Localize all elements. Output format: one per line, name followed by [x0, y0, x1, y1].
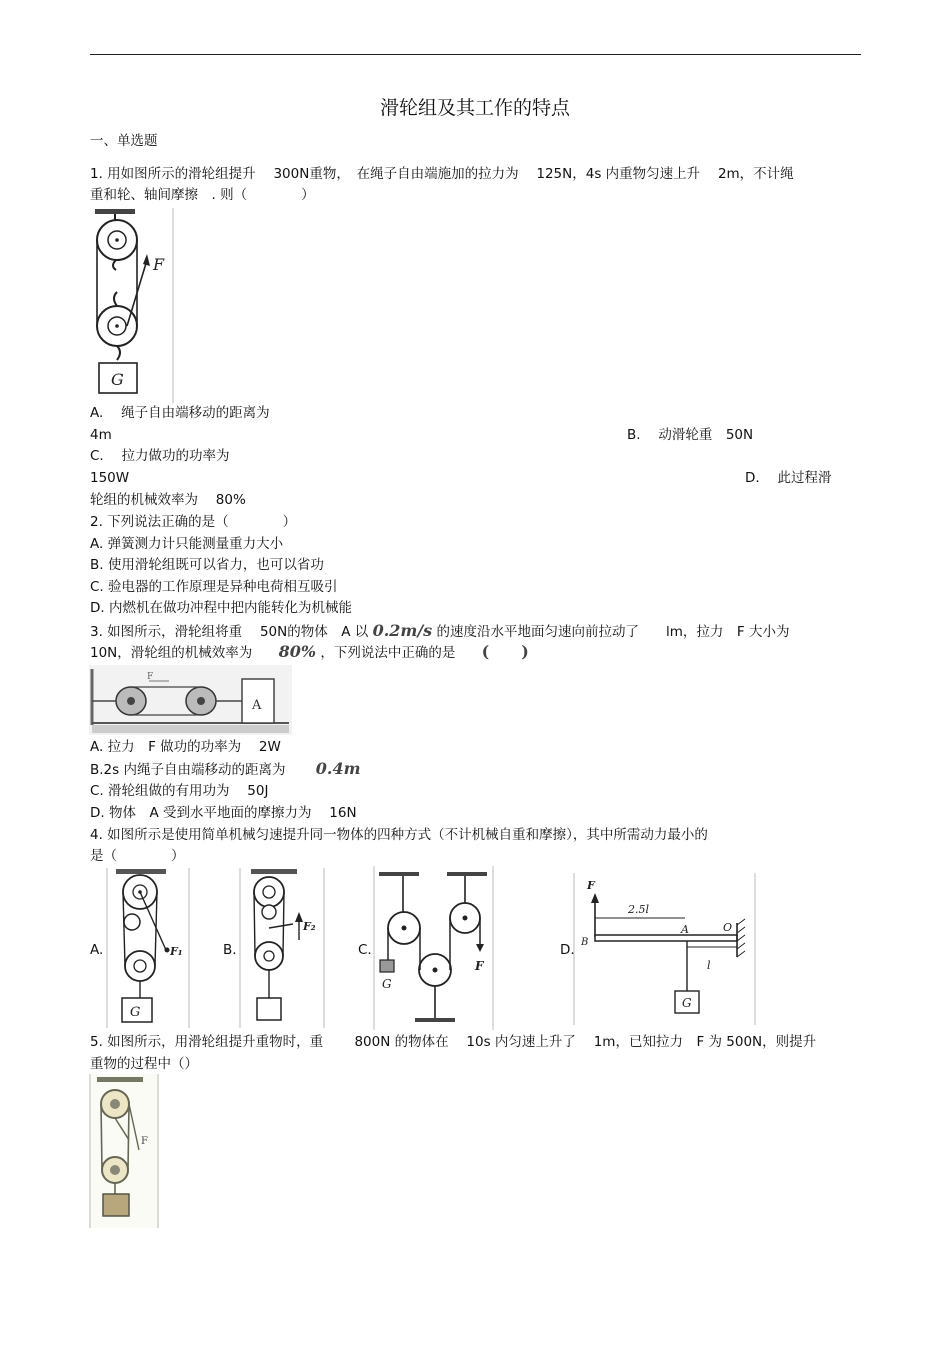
- q4-figure-c: [373, 866, 494, 1030]
- section-heading: 一、单选题: [90, 133, 158, 149]
- q4-option-d-label: D.: [560, 942, 575, 958]
- q3-option-b-text: B.2s 内绳子自由端移动的距离为: [90, 762, 286, 778]
- q3-option-b-value: 0.4m: [315, 759, 361, 778]
- q4-figure-d-point-a: A: [681, 923, 689, 936]
- q3-stem-line2-end: ，下列说法中正确的是: [320, 645, 456, 661]
- header-rule: [90, 54, 861, 55]
- q4-figure-d-lever: [573, 873, 756, 1025]
- q3-stem-line1-end: 的速度沿水平地面匀速向前拉动了 lm，拉力 F 大小为: [436, 624, 790, 640]
- q1-stem-line1: 1. 用如图所示的滑轮组提升 300N重物， 在绳子自由端施加的拉力为 125N，4s 内重物匀速上升 2m，不计绳: [90, 166, 794, 182]
- q3-option-c: C. 滑轮组做的有用功为 50J: [90, 783, 269, 799]
- q1-option-d-line2: 轮组的机械效率为 80%: [90, 492, 246, 508]
- q4-figure-d-long-arm: 2.5l: [628, 903, 650, 916]
- q3-figure-object-label: A: [252, 698, 262, 713]
- q3-stem-line2: [90, 643, 529, 662]
- q3-option-a: A. 拉力 F 做功的功率为 2W: [90, 739, 281, 755]
- q5-stem-line2: 重物的过程中（）: [90, 1056, 198, 1072]
- q4-figure-c-weight-label: G: [382, 977, 392, 991]
- q4-figure-a-force-label: F₁: [170, 945, 183, 958]
- q1-stem-line2: 重和轮、轴间摩擦 . 则（ ）: [90, 187, 315, 203]
- q3-option-b: [90, 760, 361, 779]
- q1-option-c-line1: C. 拉力做功的功率为: [90, 448, 230, 464]
- q1-option-a-line1: A. 绳子自由端移动的距离为: [90, 405, 270, 421]
- q3-speed-value: 0.2m/s: [372, 621, 433, 640]
- q4-figure-d-force-label: F: [587, 879, 595, 892]
- q4-figure-d-point-b: B: [581, 937, 589, 948]
- q3-option-d: D. 物体 A 受到水平地面的摩擦力为 16N: [90, 805, 357, 821]
- q2-option-d: D. 内燃机在做功冲程中把内能转化为机械能: [90, 600, 352, 616]
- q4-figure-b-force-label: F₂: [303, 920, 316, 933]
- q1-option-c-line2: 150W: [90, 470, 130, 486]
- q4-figure-a: [106, 868, 190, 1028]
- q3-horizontal-pulley-figure: [89, 665, 292, 735]
- q1-option-d-line1: D. 此过程滑: [745, 470, 832, 486]
- q2-option-c: C. 验电器的工作原理是异种电荷相互吸引: [90, 579, 338, 595]
- q1-figure-force-label: F: [153, 255, 165, 274]
- page-title: 滑轮组及其工作的特点: [379, 97, 570, 119]
- q2-stem: 2. 下列说法正确的是（ ）: [90, 514, 297, 530]
- q4-stem-line1: 4. 如图所示是使用简单机械匀速提升同一物体的四种方式（不计机械自重和摩擦），其中所需动力最小的: [90, 827, 708, 843]
- q3-stem-line1: [90, 622, 789, 641]
- q4-figure-c-force-label: F: [475, 959, 484, 973]
- q4-option-a-label: A.: [90, 942, 104, 958]
- q5-pulley-figure: [89, 1074, 159, 1228]
- q4-figure-b: [239, 868, 325, 1028]
- q4-stem-line2: 是（ ）: [90, 848, 185, 864]
- q5-stem-line1: 5. 如图所示，用滑轮组提升重物时，重 800N 的物体在 10s 内匀速上升了 1m，已知拉力 F 为 500N，则提升: [90, 1034, 817, 1050]
- q4-option-c-label: C.: [358, 942, 372, 958]
- q3-efficiency-value: 80%: [278, 642, 317, 661]
- q4-figure-d-weight-label: G: [682, 996, 692, 1010]
- q1-option-b: B. 动滑轮重 50N: [627, 427, 754, 443]
- q1-option-a-line2: 4m: [90, 427, 112, 443]
- q1-pulley-figure: [89, 208, 175, 403]
- q3-stem-line2-start: 10N，滑轮组的机械效率为: [90, 645, 253, 661]
- q4-figure-d-pivot-o: O: [723, 921, 733, 934]
- q5-figure-force-label: F: [141, 1136, 148, 1147]
- q3-answer-parens: ( ): [481, 642, 529, 661]
- q1-figure-weight-label: G: [111, 370, 124, 389]
- q3-stem-line1-start: 3. 如图所示，滑轮组将重 50N的物体 A 以: [90, 624, 369, 640]
- q3-figure-force-label: F: [147, 672, 154, 682]
- q4-option-b-label: B.: [223, 942, 237, 958]
- q2-option-a: A. 弹簧测力计只能测量重力大小: [90, 536, 284, 552]
- q2-option-b: B. 使用滑轮组既可以省力，也可以省功: [90, 557, 324, 573]
- q4-figure-a-weight-label: G: [130, 1005, 141, 1020]
- q4-figure-d-short-arm: l: [707, 959, 711, 972]
